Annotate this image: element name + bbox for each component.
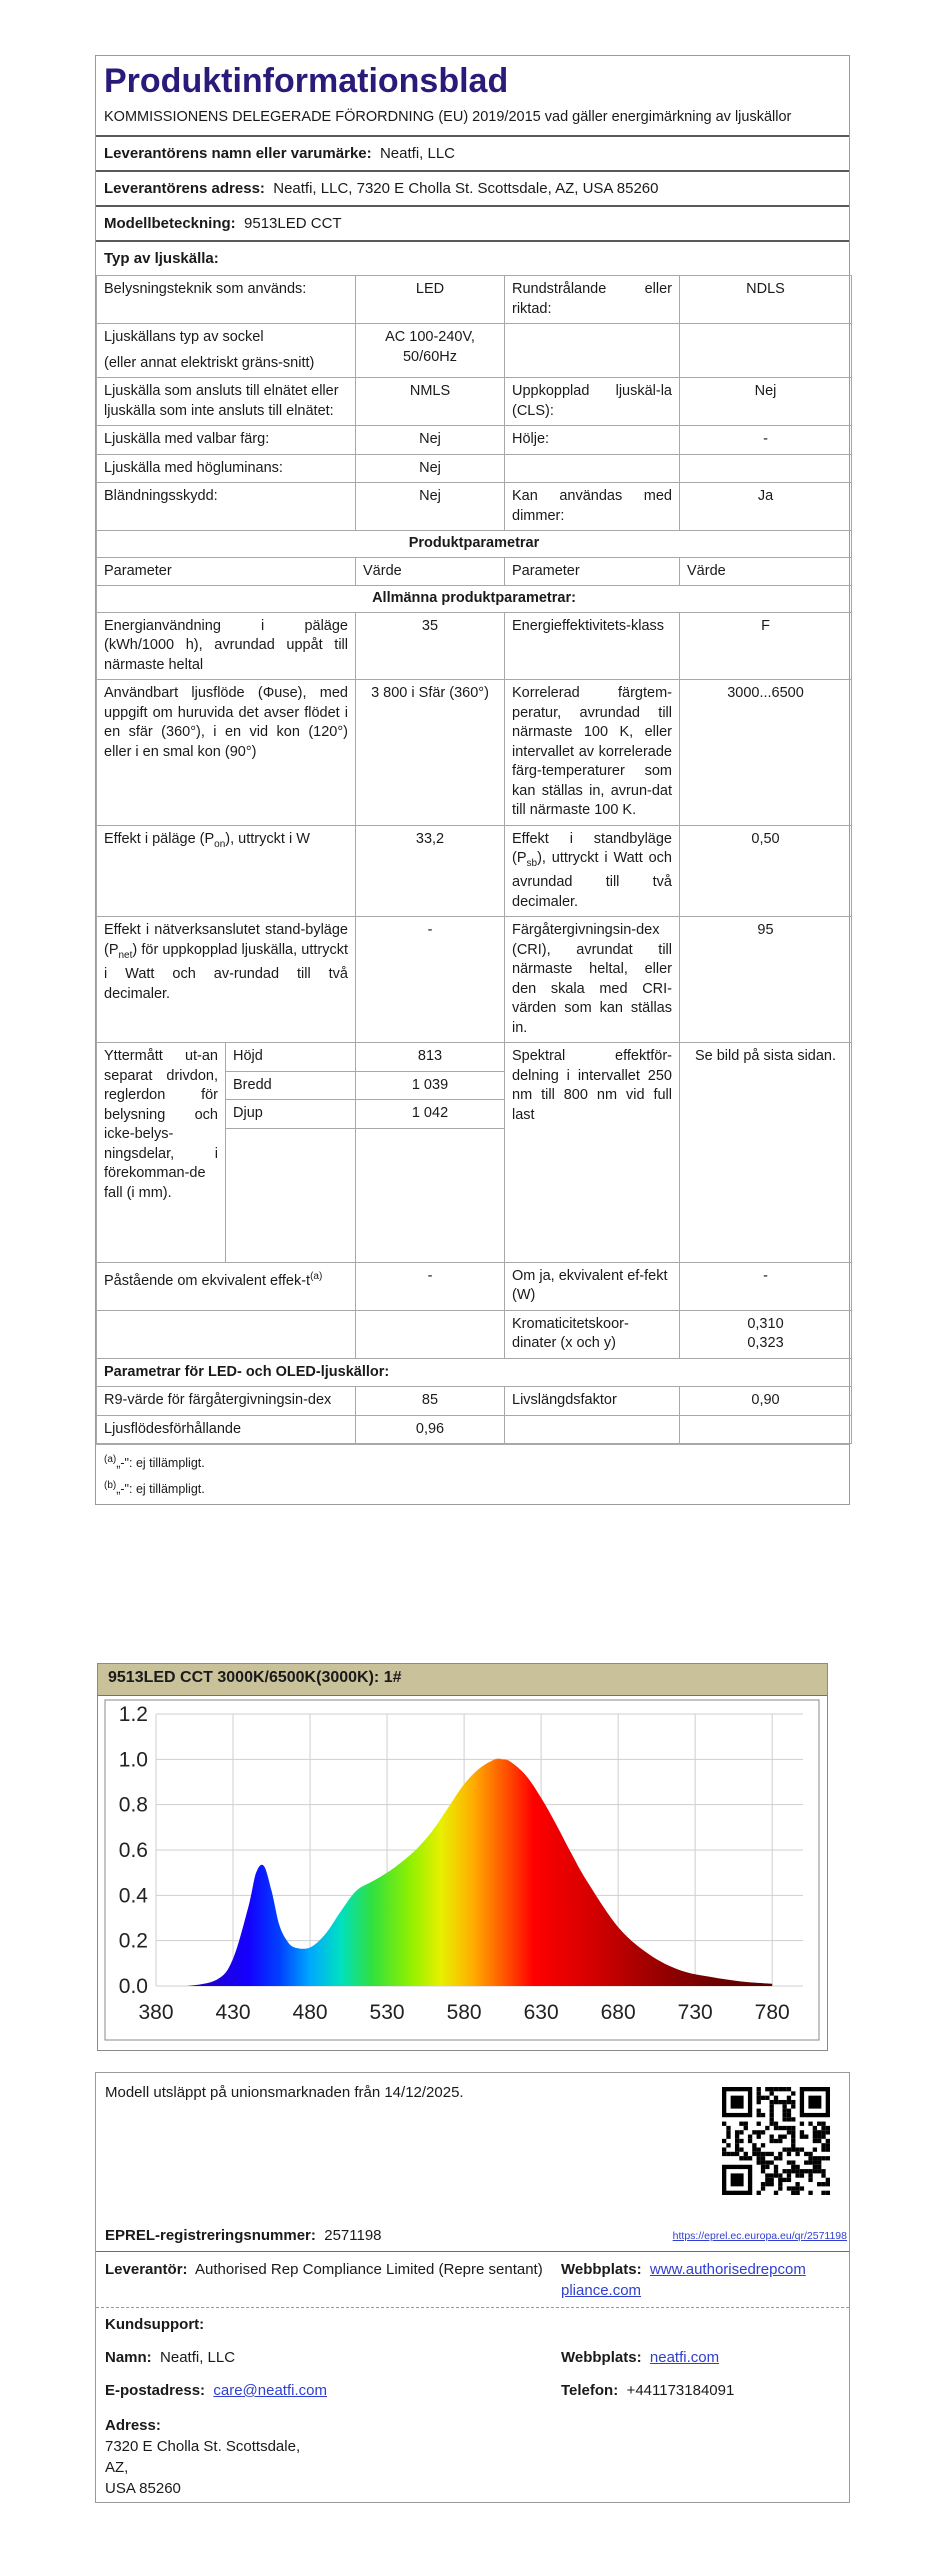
claim-text: Påstående om ekvivalent effek-t	[104, 1272, 311, 1289]
chromaticity-value	[680, 1310, 852, 1358]
light-source-table	[96, 275, 852, 1444]
contact-name-value: Neatfi, LLC	[160, 2349, 236, 2366]
standby-power-value: 0,50	[680, 825, 852, 917]
contact-phone-row	[561, 2382, 734, 2399]
empty-cell	[226, 1128, 356, 1262]
contact-phone-label: Telefon:	[561, 2382, 619, 2399]
flux-label: Användbart ljusflöde (Φuse), med uppgift om huruvida det avser flödet i en sfär (360°), i en vid kon (120°) eller i en smal kon (90°)	[97, 680, 356, 826]
y-tick-label: 0.6	[118, 1839, 148, 1862]
table-row	[97, 1262, 852, 1310]
rep-label: Leverantör:	[105, 2261, 188, 2278]
table-row	[97, 1310, 852, 1358]
divider	[96, 2251, 849, 2252]
eprel-row	[105, 2227, 382, 2244]
table-row	[97, 612, 852, 680]
equivalent-claim-value: -	[356, 1262, 505, 1310]
spectral-label: Spektral effektför-delning i intervallet 250 nm till 800 nm vid full last	[505, 1043, 680, 1263]
tech-value: LED	[356, 276, 505, 324]
high-luminance-label: Ljuskälla med högluminans:	[97, 454, 356, 483]
table-row	[97, 324, 852, 378]
contact-address-label: Adress:	[105, 2417, 161, 2434]
contact-web-link[interactable]: neatfi.com	[649, 2349, 720, 2366]
claim-footnote-mark: (a)	[310, 1270, 323, 1282]
contact-name-row	[105, 2349, 235, 2366]
cri-value: 95	[680, 917, 852, 1043]
socket-label	[97, 324, 356, 378]
table-row	[97, 276, 852, 324]
network-standby-text: Effekt i nätverksanslutet stand-byläge (P	[104, 922, 348, 958]
contact-email-label: E-postadress:	[105, 2382, 206, 2399]
y-tick-label: 0.0	[118, 1975, 148, 1998]
empty-cell	[97, 1310, 356, 1358]
standby-label-text: Effekt i standbyläge (P	[512, 830, 672, 866]
supplier-name-row	[96, 135, 849, 170]
height-label: Höjd	[226, 1043, 356, 1072]
table-row	[97, 917, 852, 1043]
product-information-sheet	[95, 55, 850, 1505]
on-power-label-text: Effekt i päläge (P	[104, 830, 215, 847]
x-tick-label: 480	[292, 2001, 328, 2024]
cri-label: Färgåtergivningsin-dex (CRI), avrundat till närmaste heltal, eller den skala med CRI-värden som kan ställas in.	[505, 917, 680, 1043]
energy-class-label: Energieffektivitets-klass	[505, 612, 680, 680]
lifetime-label: Livslängdsfaktor	[505, 1387, 680, 1416]
standby-subscript: sb	[526, 857, 538, 869]
model-value: 9513LED CCT	[244, 215, 342, 232]
network-standby-subscript: net	[118, 949, 133, 961]
rep-web-label: Webbplats:	[561, 2261, 642, 2278]
footnote-a-text: „-": ej tillämpligt.	[116, 1456, 205, 1471]
column-header: Parameter	[505, 557, 680, 586]
contact-phone-value: +441173184091	[626, 2382, 735, 2399]
dimmer-label: Kan användas med dimmer:	[505, 483, 680, 531]
network-standby-unit: ) för uppkopplad ljuskälla, uttryckt i Watt och av-rundad till två decimaler.	[104, 941, 348, 1002]
table-row	[97, 1043, 852, 1072]
led-params-heading: Parametrar för LED- och OLED-ljuskällor:	[97, 1358, 852, 1387]
table-row	[97, 1358, 852, 1387]
x-tick-label: 430	[215, 2001, 251, 2024]
r9-label: R9-värde för färgåtergivningsin-dex	[97, 1387, 356, 1416]
regulation-subtitle: KOMMISSIONENS DELEGERADE FÖRORDNING (EU) 2019/2015 vad gäller energimärkning av ljuskällor	[104, 109, 792, 125]
eprel-label: EPREL-registreringsnummer:	[105, 2227, 316, 2244]
supplier-address-label: Leverantörens adress:	[104, 180, 265, 197]
y-tick-label: 0.2	[118, 1929, 148, 1953]
direction-value: NDLS	[680, 276, 852, 324]
chart-title: 9513LED CCT 3000K/6500K(3000K): 1#	[98, 1664, 827, 1696]
general-params-heading: Allmänna produktparametrar:	[97, 586, 852, 613]
glare-label: Bländningsskydd:	[97, 483, 356, 531]
chromaticity-label: Kromaticitetskoor-dinater (x och y)	[505, 1310, 680, 1358]
empty-cell	[680, 324, 852, 378]
direction-label: Rundstrålande eller riktad:	[505, 276, 680, 324]
column-header: Parameter	[97, 557, 356, 586]
x-tick-label: 630	[523, 2001, 559, 2024]
address-line: 7320 E Cholla St. Scottsdale,	[105, 2438, 301, 2455]
rep-web-link[interactable]: www.authorisedrepcom pliance.com	[561, 2261, 806, 2299]
table-row	[97, 1387, 852, 1416]
width-label: Bredd	[226, 1071, 356, 1100]
r9-value: 85	[356, 1387, 505, 1416]
rep-row	[105, 2259, 545, 2280]
cls-value: Nej	[680, 378, 852, 426]
page-title: Produktinformationsblad	[104, 62, 509, 100]
footnote-b-text: „-": ej tillämpligt.	[116, 1481, 205, 1496]
maintenance-value: 0,96	[356, 1415, 505, 1444]
energy-value: 35	[356, 612, 505, 680]
product-params-heading: Produktparametrar	[97, 531, 852, 558]
table-row	[97, 1415, 852, 1444]
divider	[96, 2307, 849, 2308]
standby-power-label	[505, 825, 680, 917]
spectral-value: Se bild på sista sidan.	[680, 1043, 852, 1263]
x-tick-label: 530	[369, 2001, 405, 2024]
empty-cell	[505, 324, 680, 378]
contact-address	[105, 2415, 300, 2499]
model-label: Modellbeteckning:	[104, 215, 236, 232]
footnote-a	[104, 1449, 841, 1474]
housing-value: -	[680, 426, 852, 455]
footnotes	[96, 1444, 849, 1503]
table-row	[97, 454, 852, 483]
on-power-label-unit: ), uttryckt i W	[225, 830, 310, 847]
y-tick-label: 0.4	[118, 1884, 148, 1908]
market-date-text: Modell utsläppt på unionsmarknaden från 14/12/2025.	[105, 2084, 464, 2101]
spectrum-chart	[97, 1663, 828, 2051]
type-heading-row	[96, 240, 849, 275]
support-label: Kundsupport:	[105, 2316, 205, 2333]
standby-label-unit: ), uttryckt i Watt och avrundad till två decimaler.	[512, 850, 672, 910]
x-tick-label: 680	[600, 2001, 636, 2024]
contact-email-row	[105, 2382, 327, 2399]
supplier-address-row	[96, 170, 849, 205]
x-tick-label: 780	[754, 2001, 790, 2024]
high-luminance-value: Nej	[356, 454, 505, 483]
depth-value: 1 042	[356, 1100, 505, 1129]
y-tick-label: 0.8	[118, 1793, 148, 1817]
socket-label-line1: Ljuskällans typ av sockel	[104, 329, 264, 345]
supplier-name-label: Leverantörens namn eller varumärke:	[104, 145, 372, 162]
footnote-b-mark: (b)	[104, 1479, 117, 1491]
contact-email-link[interactable]: care@neatfi.com	[213, 2382, 327, 2399]
x-tick-label: 580	[446, 2001, 482, 2024]
dimensions-label: Yttermått ut-an separat drivdon, reglerdon för belysning och icke-belys-ningsdelar, i förekomman-de fall (i mm).	[97, 1043, 226, 1263]
dimmer-value: Ja	[680, 483, 852, 531]
empty-cell	[680, 454, 852, 483]
table-row	[97, 825, 852, 917]
mains-value: NMLS	[356, 378, 505, 426]
socket-value: AC 100-240V, 50/60Hz	[356, 324, 505, 378]
cls-label: Uppkopplad ljuskäl-la (CLS):	[505, 378, 680, 426]
mains-label: Ljuskälla som ansluts till elnätet eller ljuskälla som inte ansluts till elnätet:	[97, 378, 356, 426]
on-power-subscript: on	[214, 838, 226, 850]
footnote-b	[104, 1475, 841, 1500]
supplier-name-value: Neatfi, LLC	[379, 145, 456, 162]
cct-label: Korrelerad färgtem-peratur, avrundad till närmaste 100 K, eller intervallet av korrelerade färg-temperaturer som kan ställas in, avrun-dat till närmaste 100 K.	[505, 680, 680, 826]
network-standby-label	[97, 917, 356, 1043]
energy-class-value: F	[680, 612, 852, 680]
chromaticity-x: 0,310	[747, 1315, 784, 1332]
chromaticity-y: 0,323	[747, 1335, 784, 1352]
column-header: Värde	[356, 557, 505, 586]
empty-cell	[680, 1415, 852, 1444]
contact-web-label: Webbplats:	[561, 2349, 642, 2366]
socket-label-line2: (eller annat elektriskt gräns-snitt)	[104, 354, 315, 371]
color-select-label: Ljuskälla med valbar färg:	[97, 426, 356, 455]
address-line: AZ,	[105, 2459, 129, 2476]
color-select-value: Nej	[356, 426, 505, 455]
equivalent-power-label: Om ja, ekvivalent ef-fekt (W)	[505, 1262, 680, 1310]
supplier-address-value: Neatfi, LLC, 7320 E Cholla St. Scottsdale, AZ, USA 85260	[273, 180, 659, 197]
info-panel	[95, 2072, 850, 2503]
tech-label: Belysningsteknik som används:	[97, 276, 356, 324]
maintenance-label: Ljusflödesförhållande	[97, 1415, 356, 1444]
type-heading: Typ av ljuskälla:	[104, 250, 219, 267]
empty-cell	[356, 1128, 505, 1262]
width-value: 1 039	[356, 1071, 505, 1100]
eprel-value: 2571198	[324, 2227, 382, 2244]
cct-value: 3000...6500	[680, 680, 852, 826]
spectrum-area	[156, 1759, 772, 1986]
table-row	[97, 586, 852, 613]
glare-value: Nej	[356, 483, 505, 531]
table-row	[97, 378, 852, 426]
x-tick-label: 380	[138, 2001, 174, 2024]
depth-label: Djup	[226, 1100, 356, 1129]
model-row	[96, 205, 849, 240]
footnote-a-mark: (a)	[104, 1454, 117, 1466]
contact-web-row	[561, 2349, 719, 2366]
qr-code-icon[interactable]	[722, 2087, 830, 2195]
on-power-value: 33,2	[356, 825, 505, 917]
on-power-label	[97, 825, 356, 917]
y-tick-label: 1.0	[118, 1748, 148, 1772]
equivalent-power-value: -	[680, 1262, 852, 1310]
empty-cell	[356, 1310, 505, 1358]
empty-cell	[505, 1415, 680, 1444]
y-tick-label: 1.2	[118, 1703, 148, 1726]
rep-web-row	[561, 2259, 851, 2301]
table-row	[97, 426, 852, 455]
table-row	[97, 557, 852, 586]
equivalent-claim-label	[97, 1262, 356, 1310]
lifetime-value: 0,90	[680, 1387, 852, 1416]
table-row	[97, 680, 852, 826]
network-standby-value: -	[356, 917, 505, 1043]
support-heading	[105, 2316, 204, 2333]
table-row	[97, 531, 852, 558]
table-row	[97, 483, 852, 531]
contact-name-label: Namn:	[105, 2349, 152, 2366]
spectrum-svg	[98, 1696, 827, 2050]
column-header: Värde	[680, 557, 852, 586]
empty-cell	[505, 454, 680, 483]
height-value: 813	[356, 1043, 505, 1072]
flux-value: 3 800 i Sfär (360°)	[356, 680, 505, 826]
eprel-link[interactable]: https://eprel.ec.europa.eu/qr/2571198	[672, 2230, 847, 2242]
address-line: USA 85260	[105, 2480, 181, 2497]
housing-label: Hölje:	[505, 426, 680, 455]
rep-value: Authorised Rep Compliance Limited (Repre sentant)	[195, 2261, 543, 2278]
energy-label: Energianvändning i päläge (kWh/1000 h), avrundad uppåt till närmaste heltal	[97, 612, 356, 680]
x-tick-label: 730	[677, 2001, 713, 2024]
